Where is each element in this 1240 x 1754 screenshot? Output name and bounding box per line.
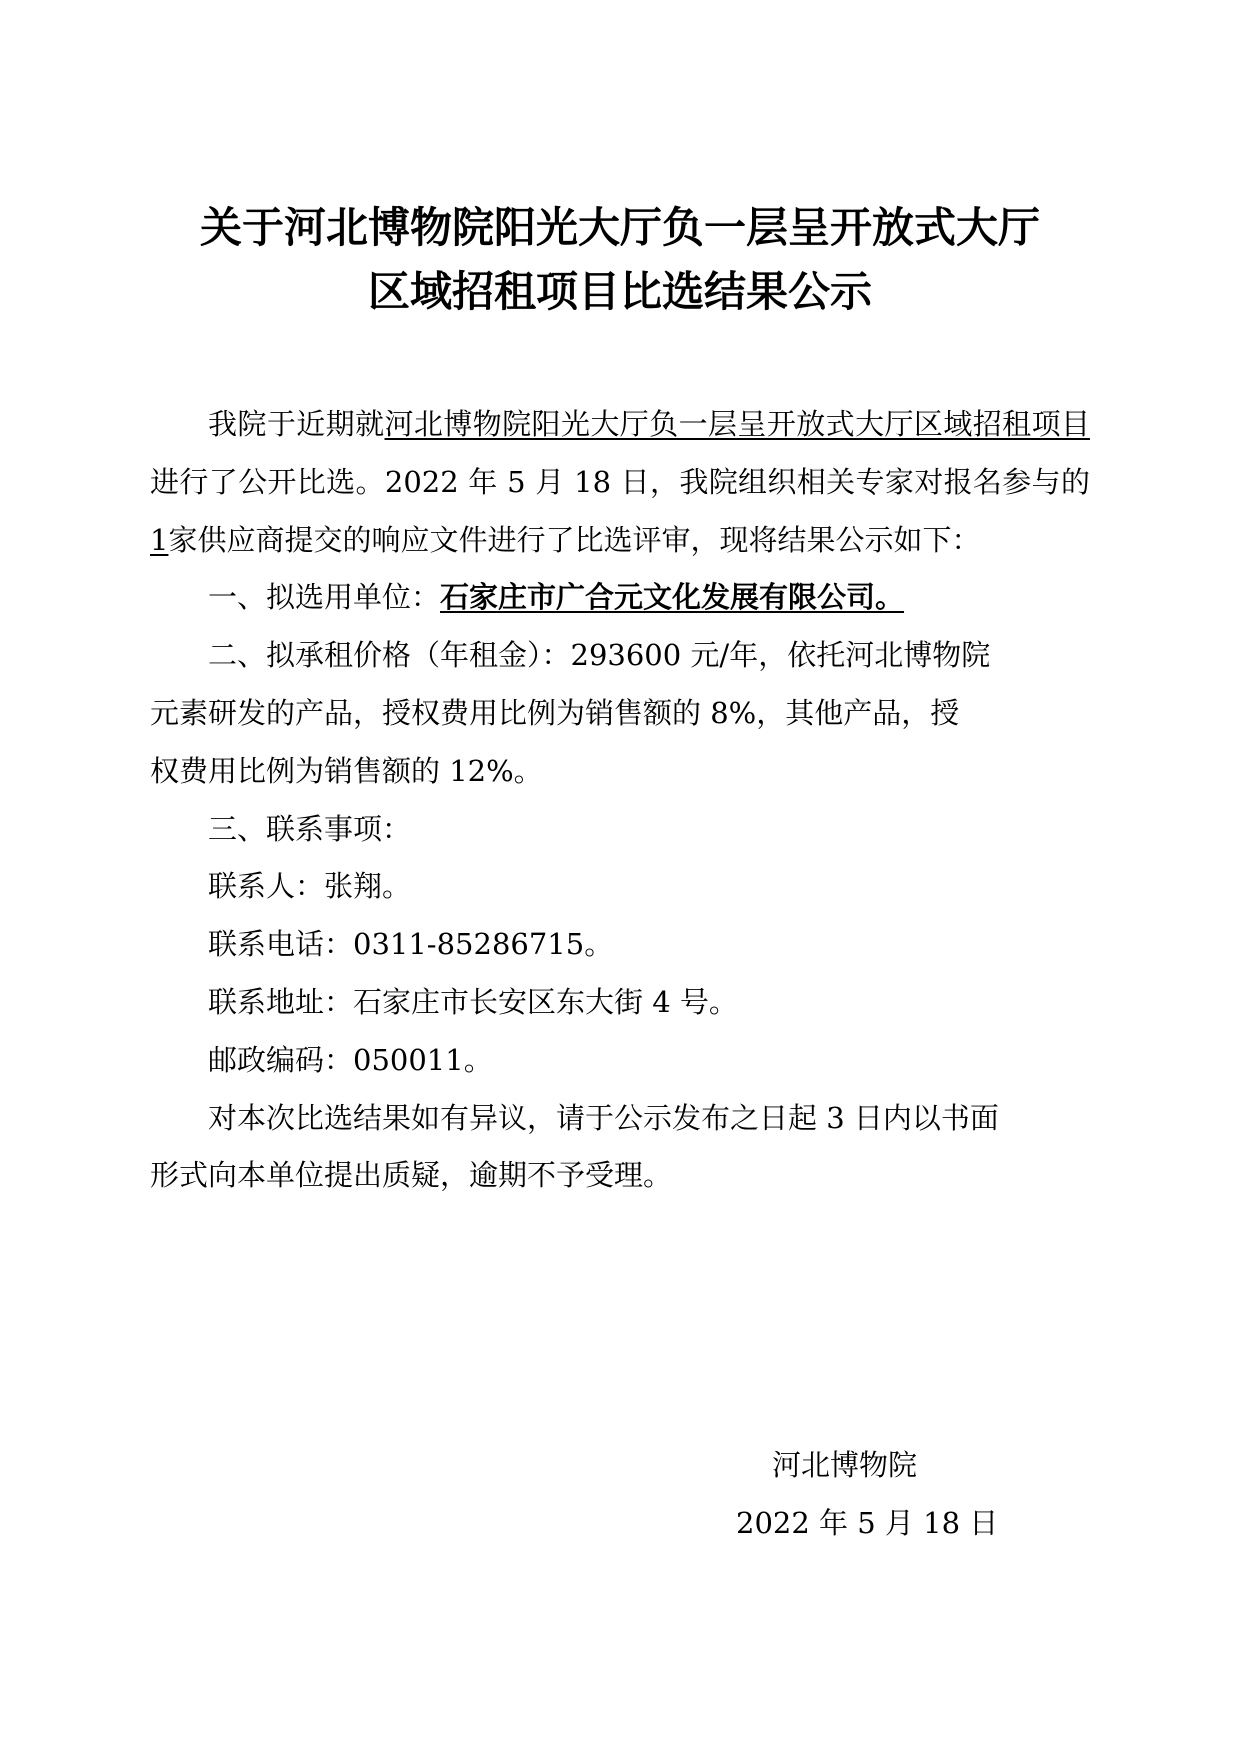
contact-heading: 三、联系事项： <box>208 811 412 846</box>
intro-prefix: 我院于近期就 <box>208 407 385 441</box>
selected-unit-line <box>150 569 1090 627</box>
price-line-1: 二、拟承租价格（年租金）：293600 元/年，依托河北博物院 <box>208 638 991 673</box>
title-line-2: 区域招租项目比选结果公示 <box>367 267 872 316</box>
title-line-1: 关于河北博物院阳光大厅负一层呈开放式大厅 <box>199 203 1040 252</box>
contact-person: 联系人：张翔。 <box>208 869 412 904</box>
signature-org: 河北博物院 <box>772 1448 918 1482</box>
supplier-count: 1 <box>150 522 169 557</box>
price-line-2: 元素研发的产品，授权费用比例为销售额的 8%，其他产品，授 <box>150 695 960 730</box>
contact-address: 联系地址：石家庄市长安区东大街 4 号。 <box>208 984 738 1019</box>
price-line-3: 权费用比例为销售额的 12%。 <box>150 753 543 788</box>
intro-paragraph <box>150 396 1090 569</box>
objection-line-1: 对本次比选结果如有异议，请于公示发布之日起 3 日内以书面 <box>208 1100 999 1135</box>
notice-body <box>150 396 1090 1205</box>
selected-unit-name: 石家庄市广合元文化发展有限公司。 <box>440 580 905 615</box>
objection-line-2: 形式向本单位提出质疑，逾期不予受理。 <box>150 1158 673 1193</box>
project-name: 河北博物院阳光大厅负一层呈开放式大厅区域招租项目 <box>384 407 1090 441</box>
intro-middle: 进行了公开比选。2022 年 5 月 18 日，我院组织相关专家对报名参与的 <box>150 464 1090 499</box>
contact-phone: 联系电话：0311-85286715。 <box>208 927 614 962</box>
intro-suffix: 家供应商提交的响应文件进行了比选评审，现将结果公示如下： <box>168 522 981 557</box>
page-title <box>90 196 1150 324</box>
contact-postcode: 邮政编码：050011。 <box>208 1042 493 1077</box>
signature-date: 2022 年 5 月 18 日 <box>736 1506 999 1540</box>
signature-block <box>700 1436 1020 1552</box>
selected-unit-label: 一、拟选用单位： <box>208 580 441 615</box>
